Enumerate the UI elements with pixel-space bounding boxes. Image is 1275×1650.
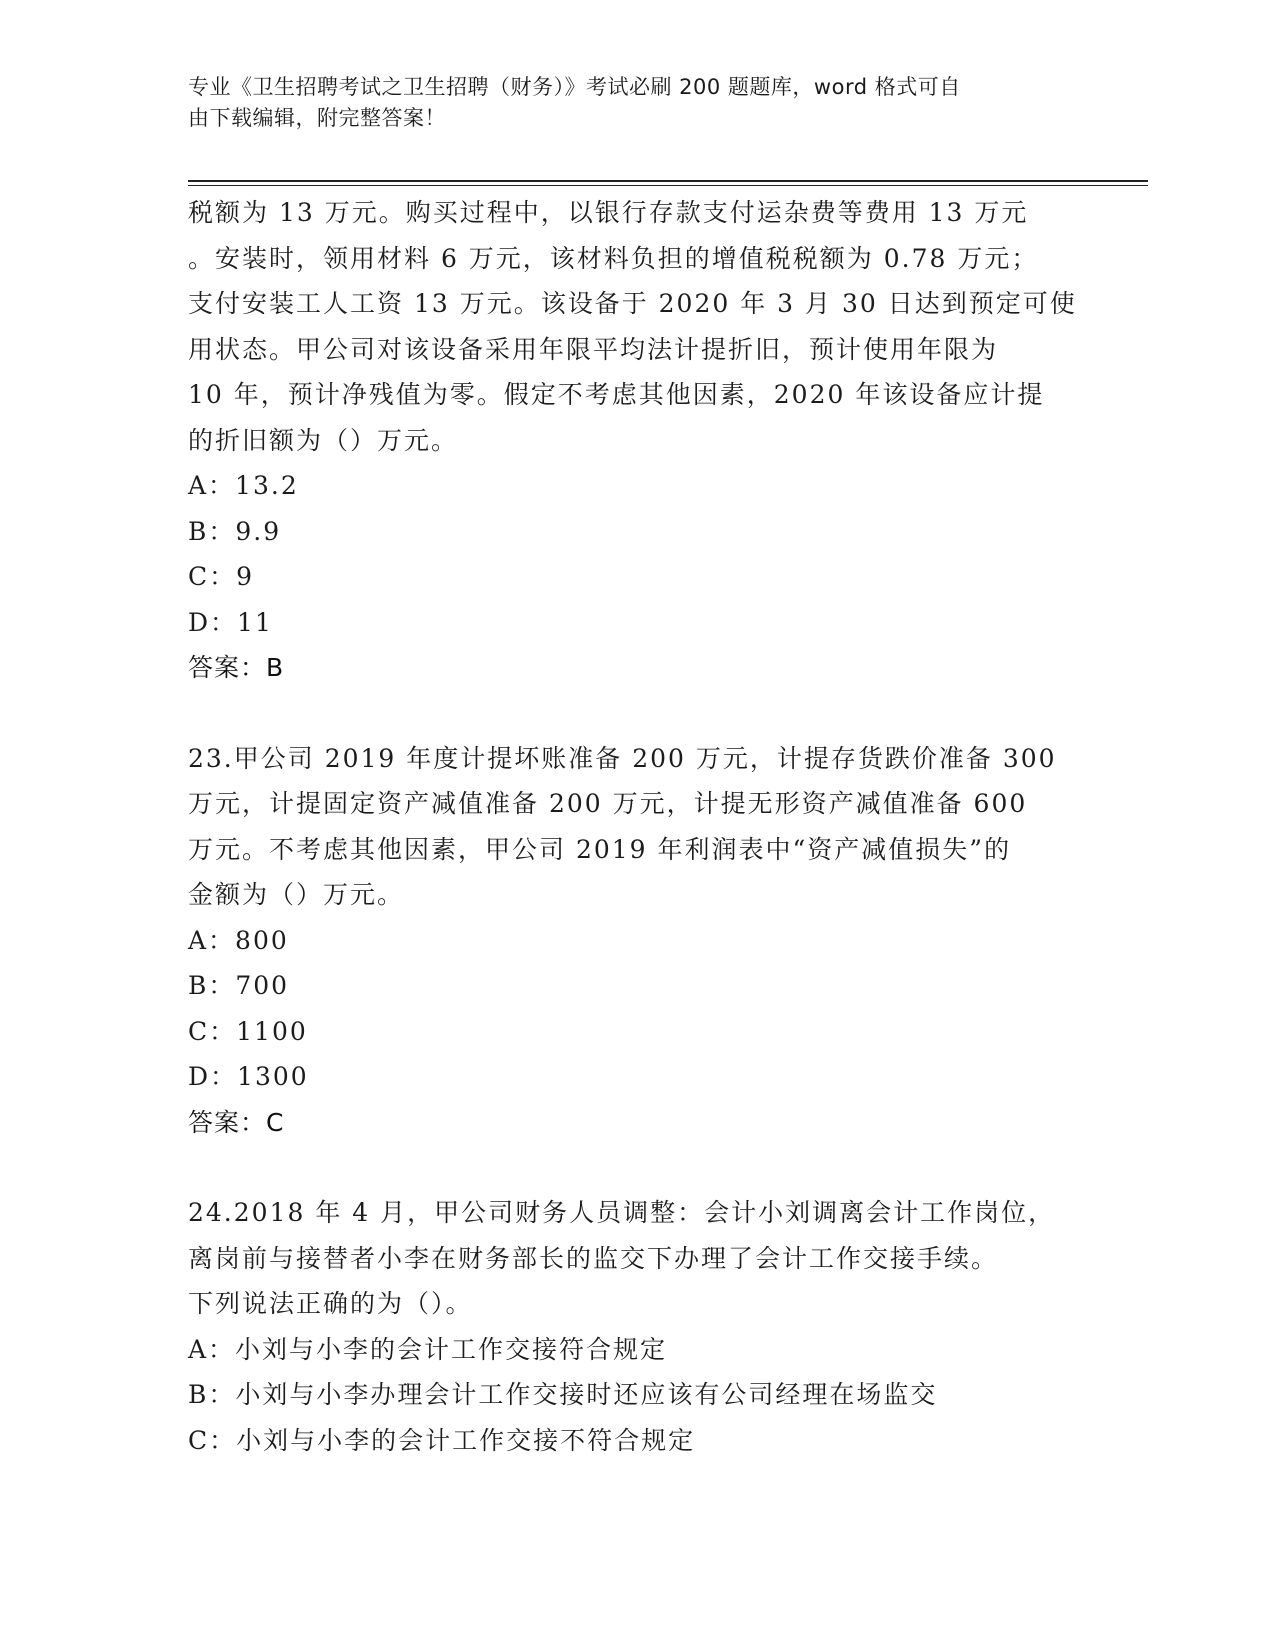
option-c: C：1100 [188,1016,308,1046]
question-stem-line: 10 年，预计净残值为零。假定不考虑其他因素，2020 年该设备应计提 [188,380,1045,409]
header-line-2: 由下载编辑，附完整答案！ [188,106,446,130]
question-stem-line: 。安装时，领用材料 6 万元，该材料负担的增值税税额为 0.78 万元； [188,243,1039,273]
answer-line: 答案：C [188,1107,285,1137]
header-rule-thick [188,180,1148,182]
option-c: C：小刘与小李的会计工作交接不符合规定 [188,1425,696,1455]
option-a: A：小刘与小李的会计工作交接符合规定 [188,1334,668,1364]
option-b: B：小刘与小李办理会计工作交接时还应该有公司经理在场监交 [188,1380,938,1409]
question-23 [188,736,1088,1146]
question-22 [188,190,1088,691]
option-b: B：700 [188,971,290,1000]
question-stem-line: 下列说法正确的为（）。 [188,1289,473,1318]
question-stem-line: 税额为 13 万元。购买过程中，以银行存款支付运杂费等费用 13 万元 [188,198,1029,227]
question-24 [188,1190,1088,1463]
document-header [188,72,1068,134]
question-stem-line: 支付安装工人工资 13 万元。该设备于 2020 年 3 月 30 日达到预定可使 [188,289,1077,318]
option-c: C：9 [188,562,255,591]
question-stem-line: 的折旧额为（）万元。 [188,425,459,455]
question-stem-line: 万元，计提固定资产减值准备 200 万元，计提无形资产减值准备 600 [188,789,1028,818]
question-stem-line: 23.甲公司 2019 年度计提坏账准备 200 万元，计提存货跌价准备 300 [188,743,1057,773]
question-stem-line: 用状态。甲公司对该设备采用年限平均法计提折旧，预计使用年限为 [188,334,999,364]
question-stem-line: 24.2018 年 4 月，甲公司财务人员调整：会计小刘调离会计工作岗位， [188,1198,1056,1227]
option-a: A：800 [188,925,289,955]
option-d: D：1300 [188,1062,309,1091]
option-d: D：11 [188,607,273,637]
question-stem-line: 离岗前与接替者小李在财务部长的监交下办理了会计工作交接手续。 [188,1243,999,1273]
question-stem-line: 金额为（）万元。 [188,880,405,909]
option-b: B：9.9 [188,516,282,546]
option-a: A：13.2 [188,471,299,500]
answer-line: 答案：B [188,653,285,682]
question-stem-line: 万元。不考虑其他因素，甲公司 2019 年利润表中“资产减值损失”的 [188,834,1012,864]
document-body [188,190,1088,1463]
header-line-1: 专业《卫生招聘考试之卫生招聘（财务）》考试必刷 200 题题库，word 格式可自 [188,75,961,99]
header-rule-thin [188,185,1148,186]
